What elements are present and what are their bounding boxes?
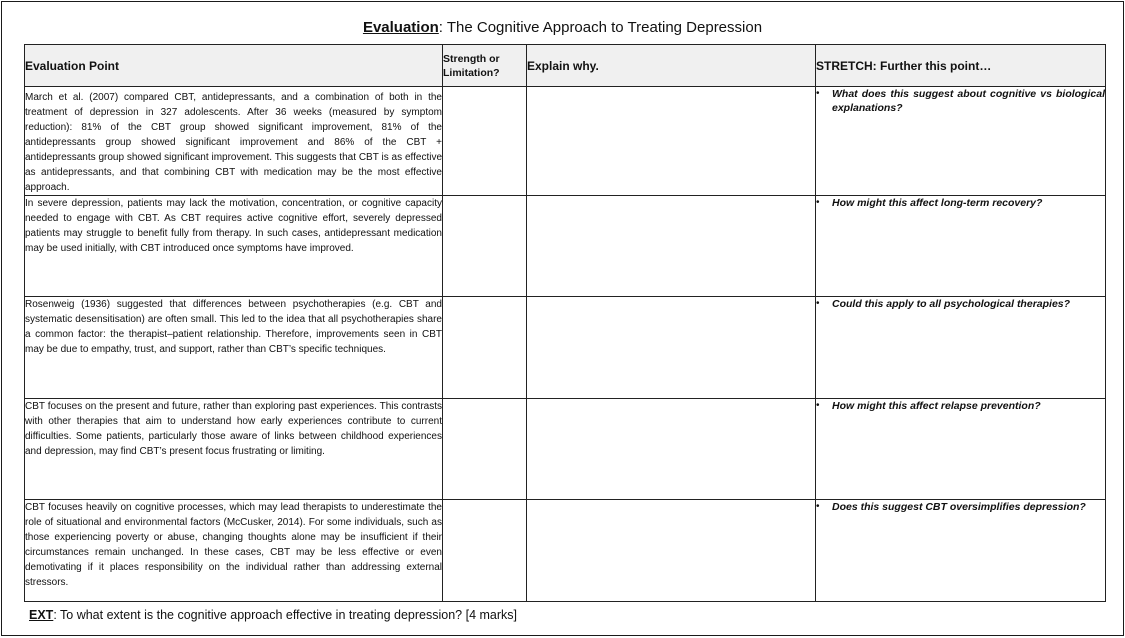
evaluation-point-cell [25, 297, 443, 399]
evaluation-point-cell [25, 399, 443, 500]
strength-limitation-cell[interactable] [443, 196, 527, 297]
stretch-question: How might this affect long-term recovery? [832, 197, 1043, 209]
explain-why-cell[interactable] [527, 399, 816, 500]
stretch-list-item [816, 196, 1105, 210]
stretch-question: Does this suggest CBT oversimplifies depression? [832, 501, 1086, 513]
table-row [25, 500, 1106, 602]
header-row [25, 45, 1106, 87]
stretch-question: What does this suggest about cognitive vs biological explanations? [832, 88, 1105, 114]
stretch-list-item [816, 500, 1105, 514]
evaluation-table [24, 44, 1106, 602]
table-row [25, 399, 1106, 500]
strength-limitation-cell[interactable] [443, 87, 527, 196]
stretch-cell [816, 500, 1106, 602]
header-strength-line2: Limitation? [443, 66, 500, 79]
title-rest: : The Cognitive Approach to Treating Depression [438, 19, 763, 36]
explain-why-cell[interactable] [527, 196, 816, 297]
header-explain-why: Explain why. [527, 45, 816, 87]
stretch-cell [816, 297, 1106, 399]
bullet-icon: • [816, 501, 820, 512]
stretch-list-item [816, 399, 1105, 413]
title-key: Evaluation [362, 19, 439, 36]
evaluation-point-text: In severe depression, patients may lack the motivation, concentration, or cognitive capacity needed to engage with CBT. As CBT requires active cognitive effort, severely depressed patients may struggle to benefit fully from therapy. In such cases, antidepressant medication may be used initially, with CBT introduced once symptoms have improved. [25, 198, 442, 254]
explain-why-cell[interactable] [527, 500, 816, 602]
evaluation-point-text: CBT focuses heavily on cognitive processes, which may lead therapists to underestimate the role of situational and environmental factors (McCusker, 2014). For some individuals, such as those experiencing poverty or abuse, changing thoughts alone may be insufficient if their circumstances remain unchanged. In these cases, CBT may be less effective or even demotivating if it places responsibility on the individual rather than addressing external stressors. [25, 502, 442, 588]
strength-limitation-cell[interactable] [443, 399, 527, 500]
header-strength-line1: Strength or [443, 52, 500, 65]
strength-limitation-cell[interactable] [443, 500, 527, 602]
stretch-cell [816, 87, 1106, 196]
bullet-icon: • [816, 400, 820, 411]
header-stretch: STRETCH: Further this point… [816, 45, 1106, 87]
evaluation-point-cell [25, 196, 443, 297]
worksheet-page [1, 1, 1124, 636]
header-evaluation-point: Evaluation Point [25, 45, 443, 87]
header-strength-or-limitation [443, 45, 527, 87]
ext-key: EXT [29, 608, 54, 622]
evaluation-point-text: Rosenweig (1936) suggested that differences between psychotherapies (e.g. CBT and systematic desensitisation) are often small. This led to the idea that all psychotherapies share a common factor: the therapist–patient relationship. Therefore, improvements seen in CBT may be due to empathy, trust, and support, rather than CBT’s specific techniques. [25, 299, 442, 355]
bullet-icon: • [816, 197, 820, 208]
extension-question [29, 606, 517, 624]
evaluation-point-text: March et al. (2007) compared CBT, antidepressants, and a combination of both in the treatment of depression in 327 adolescents. After 36 weeks (measured by symptom reduction): 81% of the CBT group showed significant improvement, 81% of the antidepressants group showed significant improvement and 86% of the CBT + antidepressants group showed significant improvement. This suggests that CBT is as effective as antidepressants, and that combining CBT with medication may be the most effective approach. [25, 92, 442, 193]
evaluation-point-cell [25, 500, 443, 602]
stretch-question: How might this affect relapse prevention? [832, 400, 1041, 412]
worksheet-title [2, 18, 1123, 38]
stretch-cell [816, 399, 1106, 500]
table-row [25, 196, 1106, 297]
table-row [25, 87, 1106, 196]
evaluation-point-text: CBT focuses on the present and future, rather than exploring past experiences. This contrasts with other therapies that aim to understand how early experiences contribute to current difficulties. Some patients, particularly those aware of links between childhood experiences and depression, may find CBT’s present focus frustrating or limiting. [25, 401, 442, 457]
stretch-list-item [816, 297, 1105, 311]
ext-question-text: : To what extent is the cognitive approach effective in treating depression? [4 marks] [53, 608, 518, 622]
explain-why-cell[interactable] [527, 297, 816, 399]
bullet-icon: • [816, 88, 820, 99]
evaluation-point-cell [25, 87, 443, 196]
stretch-cell [816, 196, 1106, 297]
explain-why-cell[interactable] [527, 87, 816, 196]
strength-limitation-cell[interactable] [443, 297, 527, 399]
bullet-icon: • [816, 298, 820, 309]
stretch-question: Could this apply to all psychological therapies? [832, 298, 1071, 310]
stretch-list-item [816, 87, 1105, 115]
table-row [25, 297, 1106, 399]
